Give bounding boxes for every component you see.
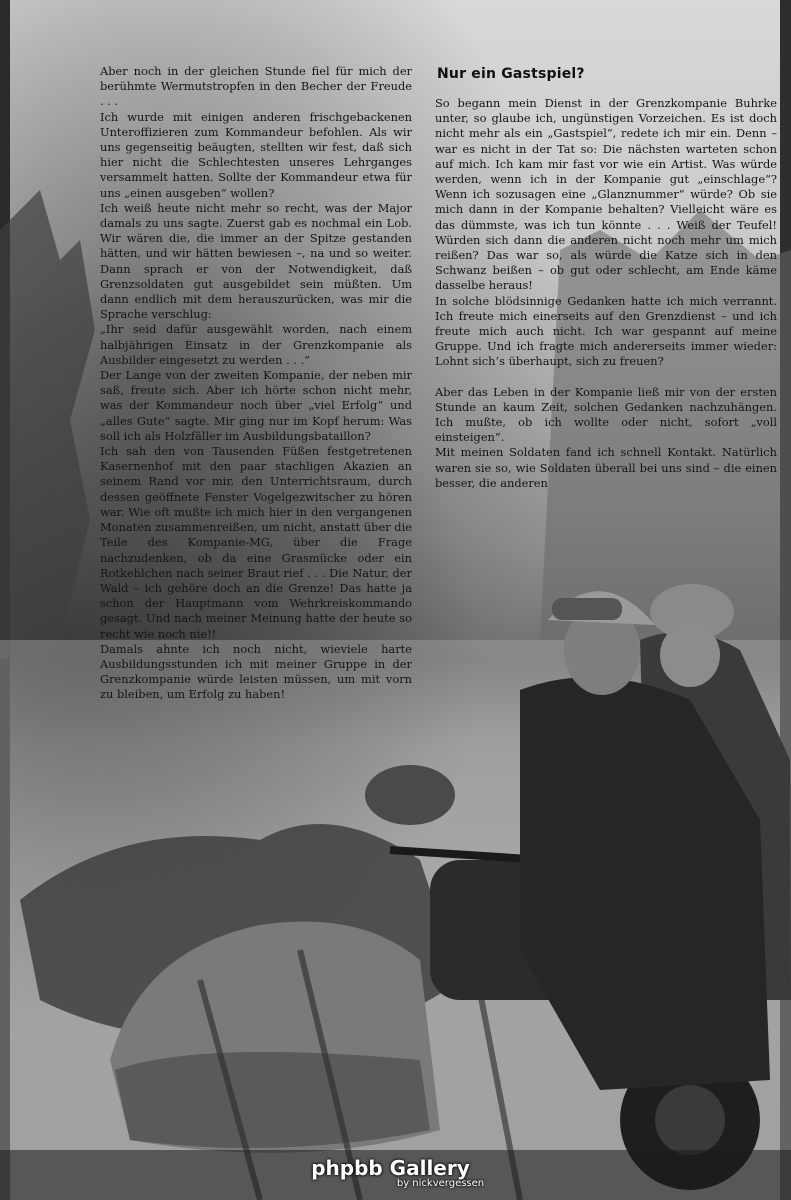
- section-heading: Nur ein Gastspiel?: [437, 66, 585, 82]
- right-text-column: [435, 96, 777, 491]
- paragraph: Aber noch in der gleichen Stunde fiel für mich der berühmte Wermutstropfen in den Becher der Freude . . .: [100, 64, 412, 109]
- paragraph: Ich wurde mit einigen anderen frischgebackenen Unteroffizieren zum Kommandeur befohlen. Als wir uns gegenseitig beäugten, stellten wir fest, daß sich hier nicht die Schlechtesten unseres Lehrganges versammelt hatten. Sollte der Kommandeur etwa für uns „einen ausgeben“ wollen?: [100, 109, 412, 200]
- paragraph: Ich weiß heute nicht mehr so recht, was der Major damals zu uns sagte. Zuerst gab es nochmal ein Lob. Wir wären die, die immer an der Spitze gestanden hätten, und wir hätten bewiesen –, na und so weiter. Dann sprach er von der Notwendigkeit, daß Grenzsoldaten gut ausgebildet sein müßten. Um dann endlich mit dem herauszurücken, was mir die Sprache verschlug:: [100, 200, 412, 322]
- paragraph: Ich sah den von Tausenden Füßen festgetretenen Kasernenhof mit den paar stachligen Akazien an seinem Rand vor mir, den Unterrichtsraum, durch dessen geöffnete Fenster Vogelgezwitscher zu hören war. Wie oft mußte ich mich hier in den vergangenen Monaten zusammenreißen, um nicht, anstatt über die Teile des Kompanie-MG, über die Frage nachzudenken, ob da eine Grasmücke oder ein Rotkehlchen nach seiner Braut rief . . . Die Natur, der Wald – ich gehöre doch an die Grenze! Das hatte ja schon der Hauptmann vom Wehrkreiskommando gesagt. Und nach meiner Meinung hatte der heute so recht wie noch nie!!: [100, 444, 412, 641]
- paragraph: Mit meinen Soldaten fand ich schnell Kontakt. Natürlich waren sie so, wie Soldaten überall bei uns sind – die einen besser, die anderen: [435, 445, 777, 490]
- gallery-watermark: [0, 1156, 791, 1189]
- paragraph: Aber das Leben in der Kompanie ließ mir von der ersten Stunde an kaum Zeit, solchen Gedanken nachzuhängen. Ich mußte, ob ich wollte oder nicht, sofort „voll einsteigen“.: [435, 384, 777, 445]
- paragraph: So begann mein Dienst in der Grenzkompanie Buhrke unter, so glaube ich, ungünstigen Vorzeichen. Es ist doch nicht mehr als ein „Gastspiel“, redete ich mir ein. Denn – war es nicht in der Tat so: Die nächsten warteten schon auf mich. Ich kam mir fast vor wie ein Artist. Was würde werden, wenn ich in der Kompanie gut „einschlage“? Wenn ich sozusagen eine „Glanznummer“ würde? Ob sie mich dann in der Kompanie behalten? Vielleicht wäre es das dümmste, was ich tun könnte . . . Weiß der Teufel! Würden sich dann die anderen nicht noch mehr um mich reißen? Das war so, als würde die Katze sich in den Schwanz beißen – ob gut oder schlecht, am Ende käme dasselbe heraus!: [435, 96, 777, 293]
- paragraph: „Ihr seid dafür ausgewählt worden, nach einem halbjährigen Einsatz in der Grenzkompanie als Ausbilder eingesetzt zu werden . . .“: [100, 322, 412, 367]
- paragraph: Der Lange von der zweiten Kompanie, der neben mir saß, freute sich. Aber ich hörte schon nicht mehr, was der Kommandeur noch über „viel Erfolg“ und „alles Gute“ sagte. Mir ging nur im Kopf herum: Was soll ich als Holzfäller im Ausbildungsbataillon?: [100, 368, 412, 443]
- watermark-title: phpbb Gallery: [311, 1156, 470, 1180]
- paragraph: Damals ahnte ich noch nicht, wieviele harte Ausbildungsstunden ich mit meiner Gruppe in der Grenzkompanie würde leisten müssen, um mit vorn zu bleiben, um Erfolg zu haben!: [100, 641, 412, 702]
- paragraph: In solche blödsinnige Gedanken hatte ich mich verrannt. Ich freute mich einerseits auf den Grenzdienst – und ich freute mich auch nicht. Ich war gespannt auf meine Gruppe. Und ich fragte mich andererseits immer wieder: Lohnt sich’s überhaupt, sich zu freuen?: [435, 293, 777, 369]
- left-text-column: [100, 64, 412, 703]
- watermark-subtitle: by nickvergessen: [396, 1178, 485, 1189]
